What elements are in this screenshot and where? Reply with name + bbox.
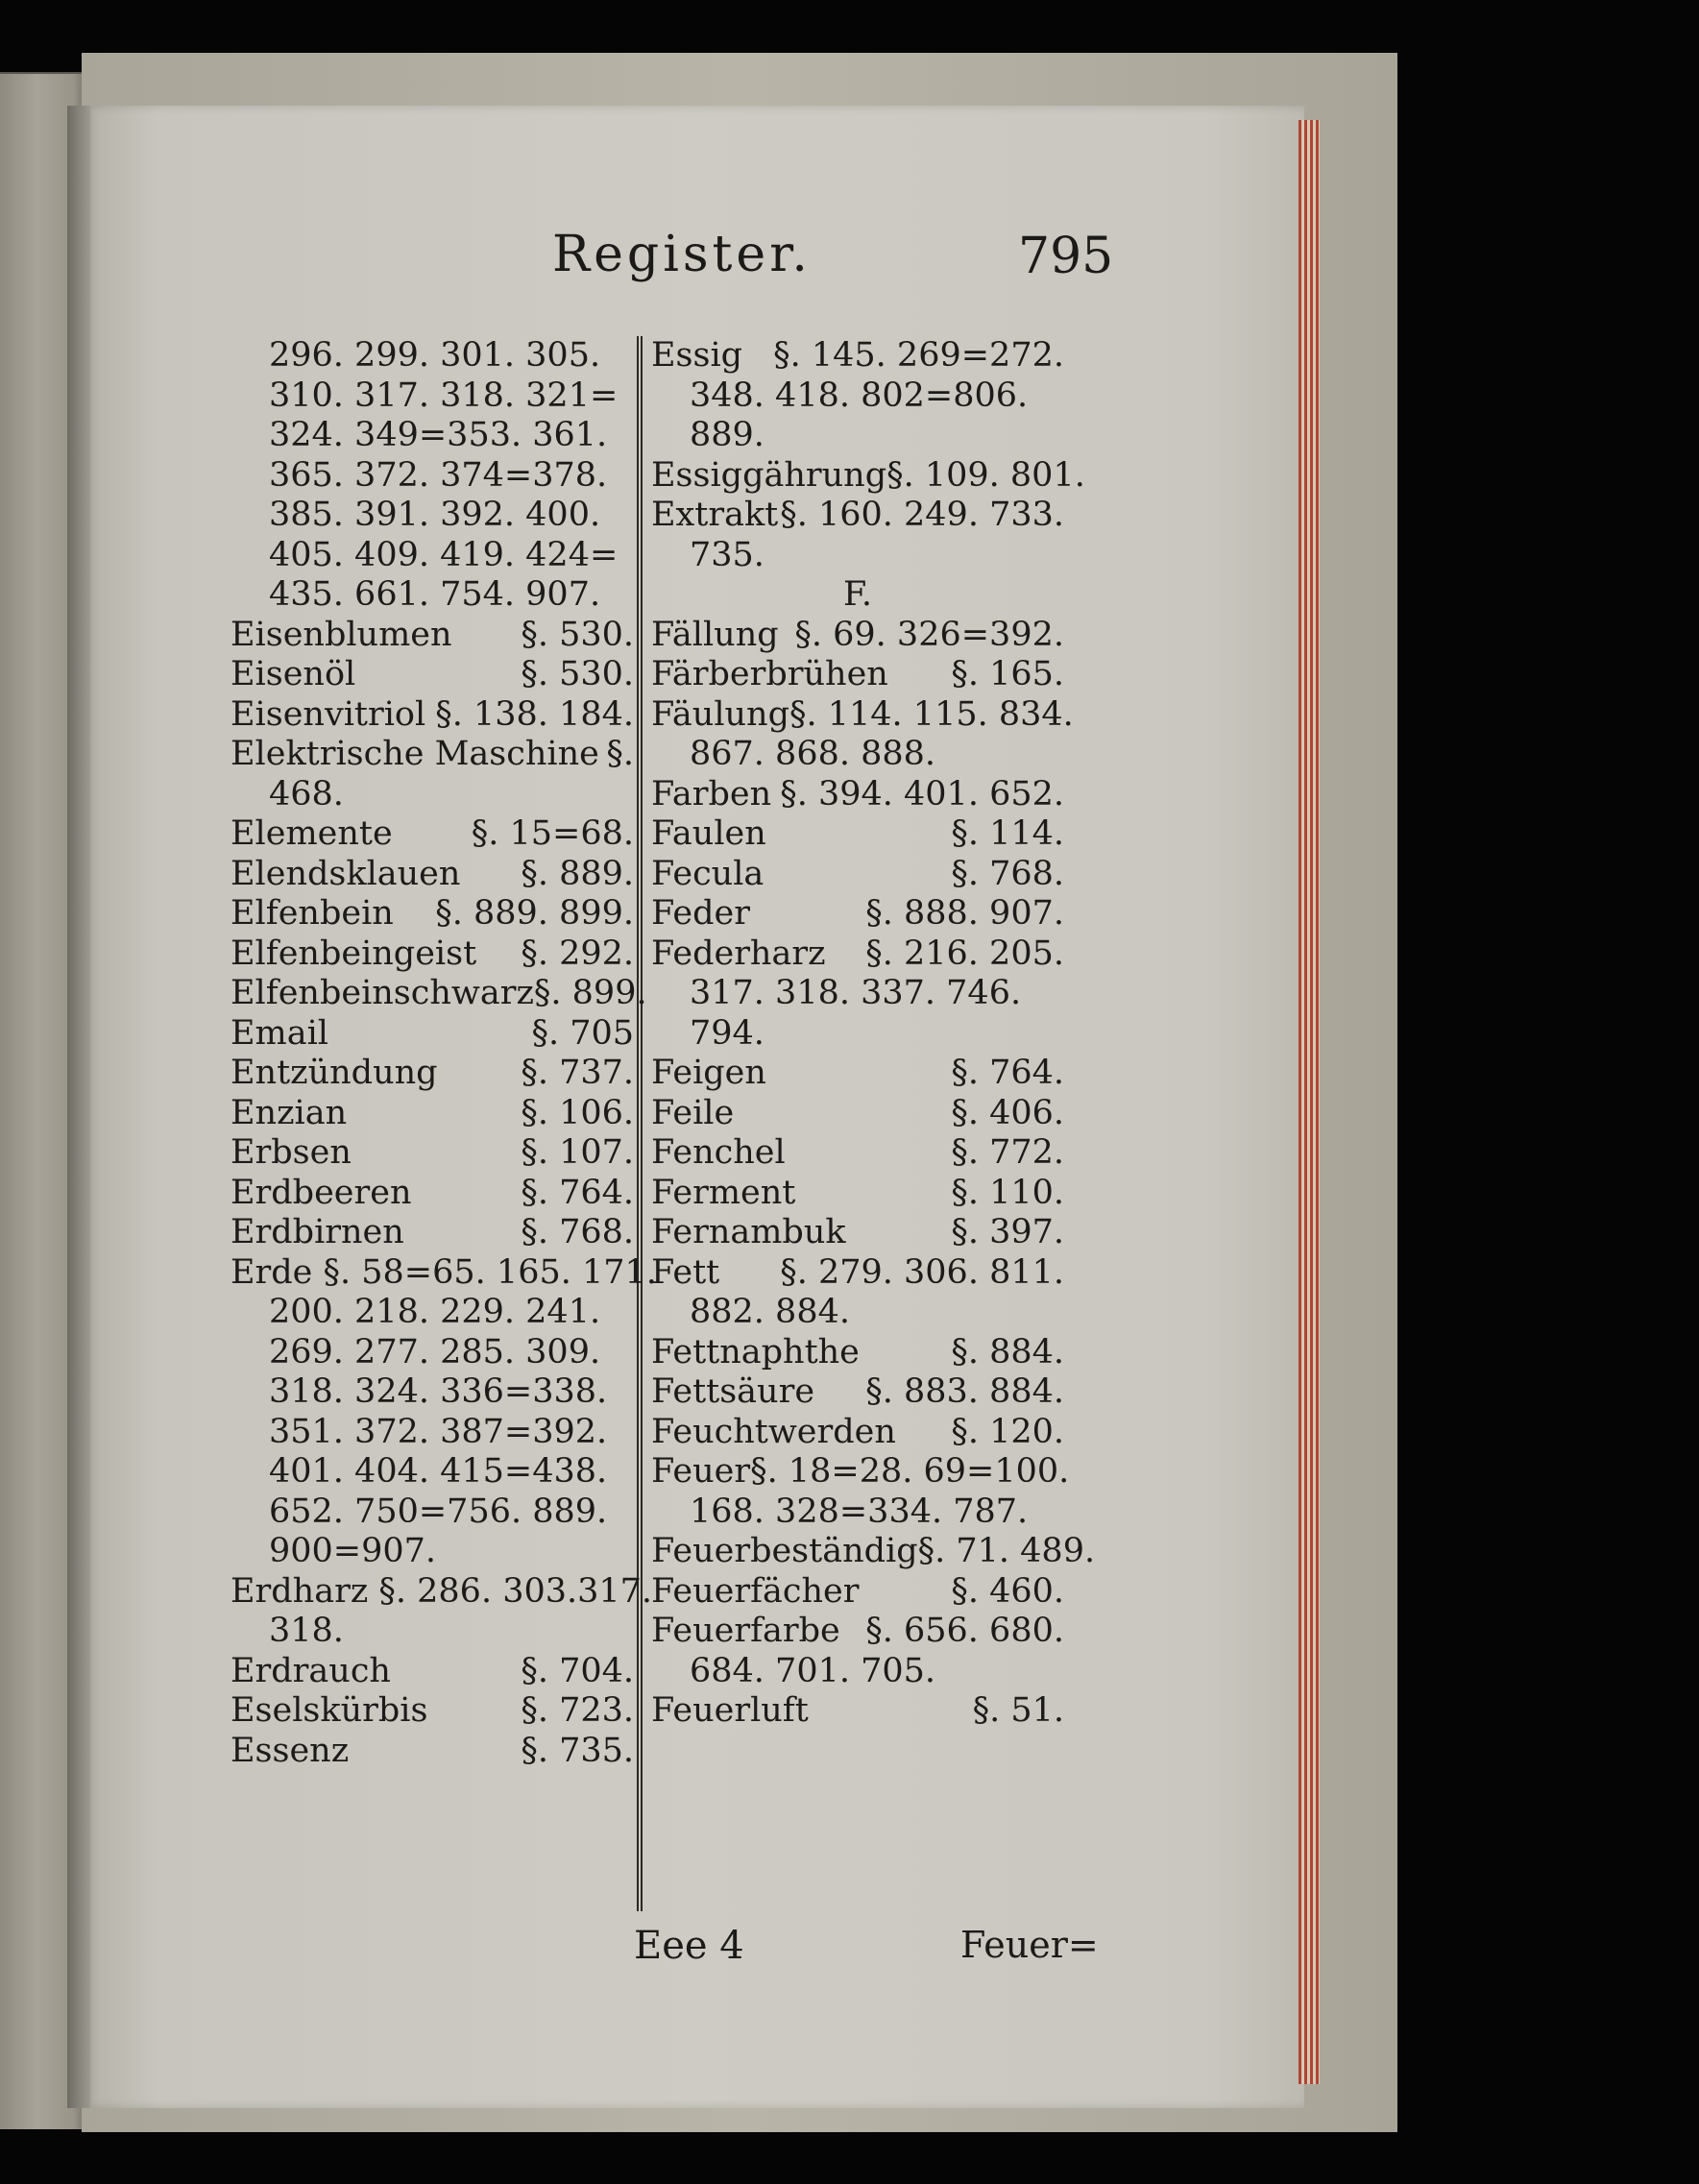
index-entry-term: Feuchtwerden xyxy=(651,1412,896,1451)
index-entry-term: 324. 349=353. 361. xyxy=(269,416,608,454)
index-entry xyxy=(231,536,634,576)
index-entry-term: Ferment xyxy=(651,1173,796,1212)
index-entry-term: 269. 277. 285. 309. xyxy=(269,1332,601,1371)
index-entry-term: 348. 418. 802=806. xyxy=(690,376,1029,415)
index-entry xyxy=(651,1133,1064,1174)
index-entry-term: 317. 318. 337. 746. xyxy=(690,974,1022,1012)
index-entry-term: Feuerfächer xyxy=(651,1571,860,1611)
index-entry-term: 168. 328=334. 787. xyxy=(690,1492,1029,1531)
index-entry xyxy=(231,814,634,855)
index-entry-term: Eisenöl xyxy=(231,655,356,693)
index-entry-term: 385. 391. 392. 400. xyxy=(269,496,601,534)
index-entry-term: Eisenvitriol xyxy=(231,694,426,734)
index-entry-reference: §. 279. 306. 811. xyxy=(780,1252,1064,1292)
index-entry xyxy=(651,1213,1064,1253)
index-entry-reference: §. xyxy=(606,735,634,773)
index-entry-reference: §. 888. 907. xyxy=(865,894,1064,933)
index-entry-term: Fett xyxy=(651,1252,720,1292)
index-entry-term: Fäulung xyxy=(651,694,789,734)
index-entry-term: Fenchel xyxy=(651,1133,786,1172)
index-entry-term: Feuerfarbe xyxy=(651,1612,840,1650)
index-entry-reference: §. 530. xyxy=(521,655,634,693)
index-entry xyxy=(231,1732,634,1772)
index-entry-reference: §. 530. xyxy=(521,615,634,654)
index-entry xyxy=(651,775,1064,815)
index-entry-term: 318. 324. 336=338. xyxy=(269,1372,608,1411)
index-entry xyxy=(231,1492,634,1533)
index-entry xyxy=(231,1372,634,1413)
index-entry-reference: §. 69. 326=392. xyxy=(794,615,1064,654)
page-header xyxy=(0,226,1699,303)
index-entry xyxy=(651,1333,1064,1373)
index-entry-reference: §. 764. xyxy=(521,1173,634,1212)
index-entry-term: Faulen xyxy=(651,814,766,853)
index-entry xyxy=(231,855,634,895)
index-entry-reference: §. 106. xyxy=(521,1093,634,1132)
index-entry xyxy=(231,1054,634,1094)
index-entry xyxy=(651,1094,1064,1134)
index-entry xyxy=(231,456,634,497)
index-entry-term: 794. xyxy=(690,1013,765,1053)
index-entry-reference: §. 883. 884. xyxy=(865,1372,1064,1411)
page-footer xyxy=(0,1924,1699,1977)
index-entry-term: Eisenblumen xyxy=(231,615,452,654)
index-entry-reference: §. 772. xyxy=(951,1133,1064,1172)
index-entry xyxy=(651,1452,1070,1492)
index-entry xyxy=(651,1413,1064,1453)
index-column-right xyxy=(651,336,1096,1732)
index-entry xyxy=(651,1572,1064,1613)
index-entry-reference: §. 18=28. 69=100. xyxy=(750,1452,1070,1491)
index-entry xyxy=(231,1652,634,1692)
index-entry-reference: §. 107. xyxy=(521,1133,634,1172)
index-entry-term: Extrakt xyxy=(651,496,779,534)
index-entry-term: 889. xyxy=(690,416,765,454)
index-entry-term: Entzündung xyxy=(231,1054,438,1092)
index-entry xyxy=(651,1174,1064,1214)
index-entry xyxy=(231,376,634,417)
index-entry-term: Essiggährung xyxy=(651,455,887,495)
index-entry xyxy=(231,1571,653,1613)
catchword: Feuer= xyxy=(960,1924,1099,1966)
index-entry xyxy=(231,1413,634,1453)
index-entry xyxy=(231,894,634,934)
index-entry-reference: §. 899. xyxy=(533,974,647,1012)
index-entry-term: 318. xyxy=(269,1612,344,1650)
index-entry xyxy=(651,496,1064,536)
index-entry xyxy=(231,934,634,975)
index-entry xyxy=(231,1293,634,1333)
index-entry xyxy=(231,616,634,656)
index-entry-term: 351. 372. 387=392. xyxy=(269,1412,608,1451)
index-entry xyxy=(651,1014,1064,1055)
index-entry-term: Enzian xyxy=(231,1093,348,1132)
index-entry xyxy=(231,1532,634,1572)
index-entry-reference: §. 884. xyxy=(951,1332,1064,1371)
index-entry-reference: §. 889. xyxy=(521,854,634,893)
index-entry xyxy=(651,376,1064,417)
index-entry xyxy=(231,735,634,775)
index-entry-reference: §. 705 xyxy=(531,1013,634,1053)
index-entry-term: Elendsklauen xyxy=(231,854,461,893)
index-entry xyxy=(651,616,1064,656)
index-entry xyxy=(651,575,1064,616)
index-entry-reference: §. 160. 249. 733. xyxy=(780,496,1064,534)
index-entry-reference: §. 656. 680. xyxy=(865,1612,1064,1650)
index-entry-term: 652. 750=756. 889. xyxy=(269,1492,608,1531)
index-entry-term: 900=907. xyxy=(269,1532,437,1570)
index-entry xyxy=(231,1174,634,1214)
index-entry xyxy=(231,655,634,695)
index-entry-reference: §. 723. xyxy=(521,1691,634,1730)
index-entry xyxy=(231,775,634,815)
index-entry xyxy=(651,1054,1064,1094)
index-entry xyxy=(231,1014,634,1055)
index-entry-term: 365. 372. 374=378. xyxy=(269,455,608,495)
index-entry-reference: §. 138. 184. xyxy=(435,694,634,734)
index-entry-term: 867. 868. 888. xyxy=(690,735,936,773)
index-entry-term: 401. 404. 415=438. xyxy=(269,1452,608,1491)
index-entry xyxy=(651,336,1064,376)
index-entry-reference: §. 71. 489. xyxy=(917,1532,1096,1570)
index-entry-term: Elfenbein xyxy=(231,894,394,933)
index-entry-reference: §. 406. xyxy=(951,1093,1064,1132)
index-entry-reference: §. 397. xyxy=(951,1213,1064,1251)
index-entry-term: Erde §. 58=65. 165. 171. xyxy=(231,1252,657,1292)
index-entry-term: 468. xyxy=(269,774,344,813)
index-entry-term: 882. 884. xyxy=(690,1293,850,1331)
index-entry-reference: §. 216. 205. xyxy=(865,934,1064,973)
index-entry-term: Essig xyxy=(651,336,743,375)
index-entry-term: Feder xyxy=(651,894,750,933)
index-entry-term: Erdbirnen xyxy=(231,1213,404,1251)
index-entry xyxy=(651,814,1064,855)
index-entry-reference: §. 768. xyxy=(951,854,1064,893)
index-entry-term: Eselskürbis xyxy=(231,1691,428,1730)
index-entry-term: F. xyxy=(843,575,872,614)
index-entry xyxy=(231,695,634,736)
index-entry xyxy=(231,575,634,616)
index-entry-term: 735. xyxy=(690,535,765,574)
index-entry-reference: §. 120. xyxy=(951,1412,1064,1451)
signature-mark: Eee 4 xyxy=(634,1924,744,1968)
index-entry xyxy=(651,536,1064,576)
index-entry-term: 296. 299. 301. 305. xyxy=(269,336,601,375)
index-entry-reference: §. 460. xyxy=(951,1571,1064,1611)
index-entry-term: Feile xyxy=(651,1093,735,1132)
index-entry xyxy=(231,1252,657,1294)
index-entry-term: Erdbeeren xyxy=(231,1173,412,1212)
index-entry xyxy=(231,496,634,536)
index-entry-reference: §. 15=68. xyxy=(471,814,634,853)
index-entry-term: Fettsäure xyxy=(651,1372,815,1411)
index-entry xyxy=(651,1293,1064,1333)
index-entry xyxy=(651,655,1064,695)
index-entry-term: Elfenbeinschwarz xyxy=(231,974,534,1012)
index-entry xyxy=(231,336,634,376)
index-entry-reference: §. 114. xyxy=(951,814,1064,853)
index-entry-term: Feuerbeständig xyxy=(651,1532,918,1570)
index-entry-term: 405. 409. 419. 424= xyxy=(269,535,619,574)
book-gutter xyxy=(67,106,90,2108)
index-entry xyxy=(651,894,1064,934)
index-entry-term: Feuer xyxy=(651,1452,751,1491)
index-entry xyxy=(231,1213,634,1253)
index-entry-reference: §. 109. 801. xyxy=(886,455,1085,495)
index-entry-reference: §. 704. xyxy=(521,1651,634,1690)
index-entry-term: Elektrische Maschine xyxy=(231,735,599,773)
index-entry-reference: §. 768. xyxy=(521,1213,634,1251)
index-entry xyxy=(651,1372,1064,1413)
index-entry xyxy=(651,934,1064,975)
index-entry-term: Elfenbeingeist xyxy=(231,934,477,973)
index-entry xyxy=(651,694,1074,736)
index-entry-term: Email xyxy=(231,1013,328,1053)
index-entry xyxy=(231,1612,634,1652)
index-entry-term: Erdrauch xyxy=(231,1651,391,1690)
index-entry-reference: §. 145. 269=272. xyxy=(773,336,1064,375)
index-entry-term: 310. 317. 318. 321= xyxy=(269,376,619,415)
index-entry-term: Fettnaphthe xyxy=(651,1332,860,1371)
index-entry xyxy=(231,974,647,1014)
index-entry-reference: §. 51. xyxy=(972,1691,1064,1730)
index-entry-term: Fällung xyxy=(651,615,779,654)
index-entry-reference: §. 292. xyxy=(521,934,634,973)
column-divider xyxy=(641,336,643,1911)
index-entry xyxy=(231,416,634,456)
index-entry xyxy=(231,1691,634,1732)
index-entry xyxy=(651,416,1064,456)
index-entry-term: Feuerluft xyxy=(651,1691,809,1730)
red-page-edges xyxy=(1299,120,1320,2084)
index-entry xyxy=(231,1452,634,1492)
index-entry-reference: §. 737. xyxy=(521,1054,634,1092)
index-entry xyxy=(651,1612,1064,1652)
index-entry-term: Feigen xyxy=(651,1054,766,1092)
index-entry-reference: §. 764. xyxy=(951,1054,1064,1092)
index-entry-term: 200. 218. 229. 241. xyxy=(269,1293,601,1331)
index-entry xyxy=(651,455,1085,497)
index-entry xyxy=(651,1492,1064,1533)
index-entry xyxy=(651,855,1064,895)
index-entry-term: Fernambuk xyxy=(651,1213,846,1251)
index-entry-term: 435. 661. 754. 907. xyxy=(269,575,601,614)
index-entry xyxy=(231,1333,634,1373)
index-entry-term: Erbsen xyxy=(231,1133,352,1172)
index-entry-term: Elemente xyxy=(231,814,393,853)
index-entry-term: Farben xyxy=(651,774,772,813)
index-entry-reference: §. 114. 115. 834. xyxy=(789,694,1074,734)
index-entry-term: Federharz xyxy=(651,934,826,973)
page-number: 795 xyxy=(1018,228,1114,285)
index-entry xyxy=(651,1652,1064,1692)
column-divider xyxy=(637,336,639,1911)
index-entry xyxy=(651,1253,1064,1294)
running-title: Register. xyxy=(552,226,812,283)
index-entry-term: 684. 701. 705. xyxy=(690,1651,936,1690)
index-entry-reference: §. 735. xyxy=(521,1731,634,1770)
index-entry xyxy=(651,1532,1096,1572)
index-entry xyxy=(231,1133,634,1174)
index-entry-term: Essenz xyxy=(231,1731,350,1770)
index-entry xyxy=(651,1691,1064,1732)
index-entry-term: Fecula xyxy=(651,854,765,893)
index-column-left xyxy=(231,336,657,1771)
index-entry-reference: §. 394. 401. 652. xyxy=(780,774,1064,813)
index-entry-reference: §. 110. xyxy=(951,1173,1064,1212)
index-entry-reference: §. 165. xyxy=(951,655,1064,693)
index-entry-term: Färberbrühen xyxy=(651,655,888,693)
index-entry-term: Erdharz §. 286. 303.317. xyxy=(231,1571,653,1611)
index-entry xyxy=(651,735,1064,775)
index-entry-reference: §. 889. 899. xyxy=(435,894,634,933)
index-entry xyxy=(231,1094,634,1134)
index-entry xyxy=(651,974,1064,1014)
